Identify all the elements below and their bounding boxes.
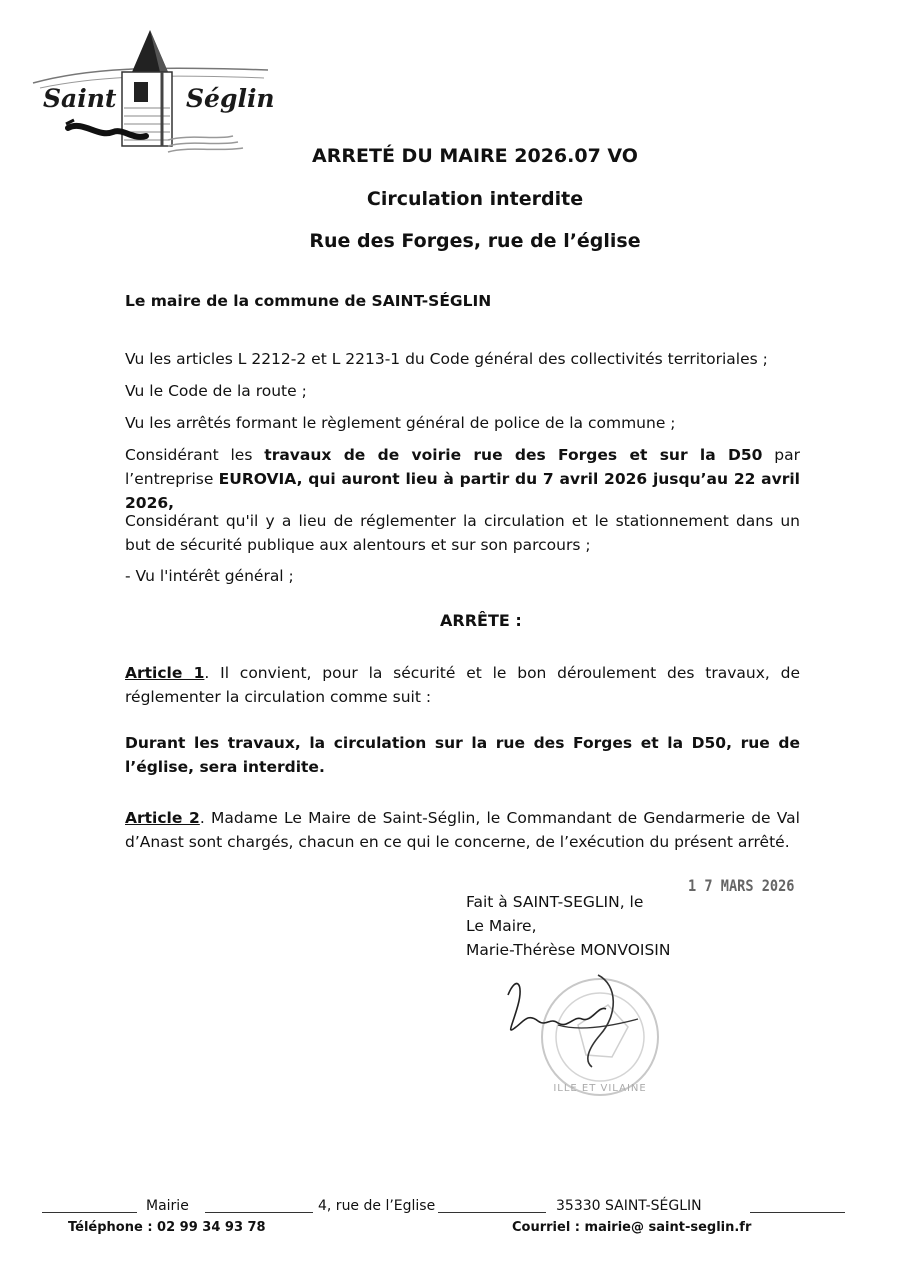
logo-word-seglin: Séglin: [186, 84, 275, 113]
article-2-text: . Madame Le Maire de Saint-Séglin, le Commandant de Gendarmerie de Val d’Anast sont chargés, chacun en ce qui le concerne, de l’exécution du présent arrêté.: [125, 809, 800, 851]
footer-rule-3: [438, 1212, 546, 1213]
seal-text: ILLE ET VILAINE: [553, 1083, 647, 1094]
footer-email: Courriel : mairie@ saint-seglin.fr: [512, 1220, 752, 1235]
footer-city: 35330 SAINT-SÉGLIN: [556, 1198, 702, 1214]
vu-articles: Vu les articles L 2212-2 et L 2213-1 du Code général des collectivités territoriales ;: [125, 350, 768, 368]
footer-address: 4, rue de l’Eglise: [318, 1198, 436, 1214]
footer-rule-2: [205, 1212, 313, 1213]
considerant-travaux-a: Considérant les: [125, 446, 265, 464]
considerant-travaux-b: travaux de de voirie rue des Forges et sur la D50: [264, 446, 763, 464]
traffic-rule: Durant les travaux, la circulation sur la rue des Forges et la D50, rue de l’église, sera interdite.: [125, 734, 800, 776]
footer-rule-1: [42, 1212, 137, 1213]
article-1-text: . Il convient, pour la sécurité et le bon déroulement des travaux, de réglementer la circulation comme suit :: [125, 664, 800, 706]
commune-logo: [28, 28, 278, 158]
vu-interet-general: - Vu l'intérêt général ;: [125, 567, 294, 585]
article-1-label: Article 1: [125, 664, 205, 682]
arrete-heading: ARRÊTE :: [440, 611, 522, 630]
decree-subtitle-1: Circulation interdite: [366, 188, 584, 210]
article-1: [125, 661, 800, 709]
footer-mairie: Mairie: [146, 1198, 189, 1214]
decree-title: ARRETÉ DU MAIRE 2026.07 VO: [312, 145, 638, 167]
signature-name: Marie-Thérèse MONVOISIN: [466, 941, 671, 959]
decree-subtitle-2: Rue des Forges, rue de l’église: [309, 230, 641, 252]
considerant-circulation: Considérant qu'il y a lieu de réglementer la circulation et le stationnement dans un but de sécurité publique aux alentours et sur son parcours ;: [125, 512, 800, 554]
logo-word-saint: Saint: [43, 84, 117, 113]
vu-code-route: Vu le Code de la route ;: [125, 382, 307, 400]
official-seal-and-signature: [488, 965, 668, 1115]
vu-arretes: Vu les arrêtés formant le règlement général de police de la commune ;: [125, 414, 676, 432]
footer-rule-4: [750, 1212, 845, 1213]
date-stamp: 1 7 MARS 2026: [688, 876, 795, 895]
article-2-label: Article 2: [125, 809, 200, 827]
intro-line: Le maire de la commune de SAINT-SÉGLIN: [125, 292, 492, 310]
signature-role: Le Maire,: [466, 917, 537, 935]
signature-place: Fait à SAINT-SEGLIN, le: [466, 893, 644, 911]
considerant-travaux: [125, 443, 800, 515]
considerant-travaux-d: EUROVIA, qui auront lieu à partir du 7 avril 2026 jusqu’au 22 avril 2026,: [125, 470, 800, 512]
considerant-travaux-c: par l’entreprise: [125, 446, 801, 488]
article-2: [125, 806, 800, 854]
footer-phone: Téléphone : 02 99 34 93 78: [68, 1220, 266, 1235]
